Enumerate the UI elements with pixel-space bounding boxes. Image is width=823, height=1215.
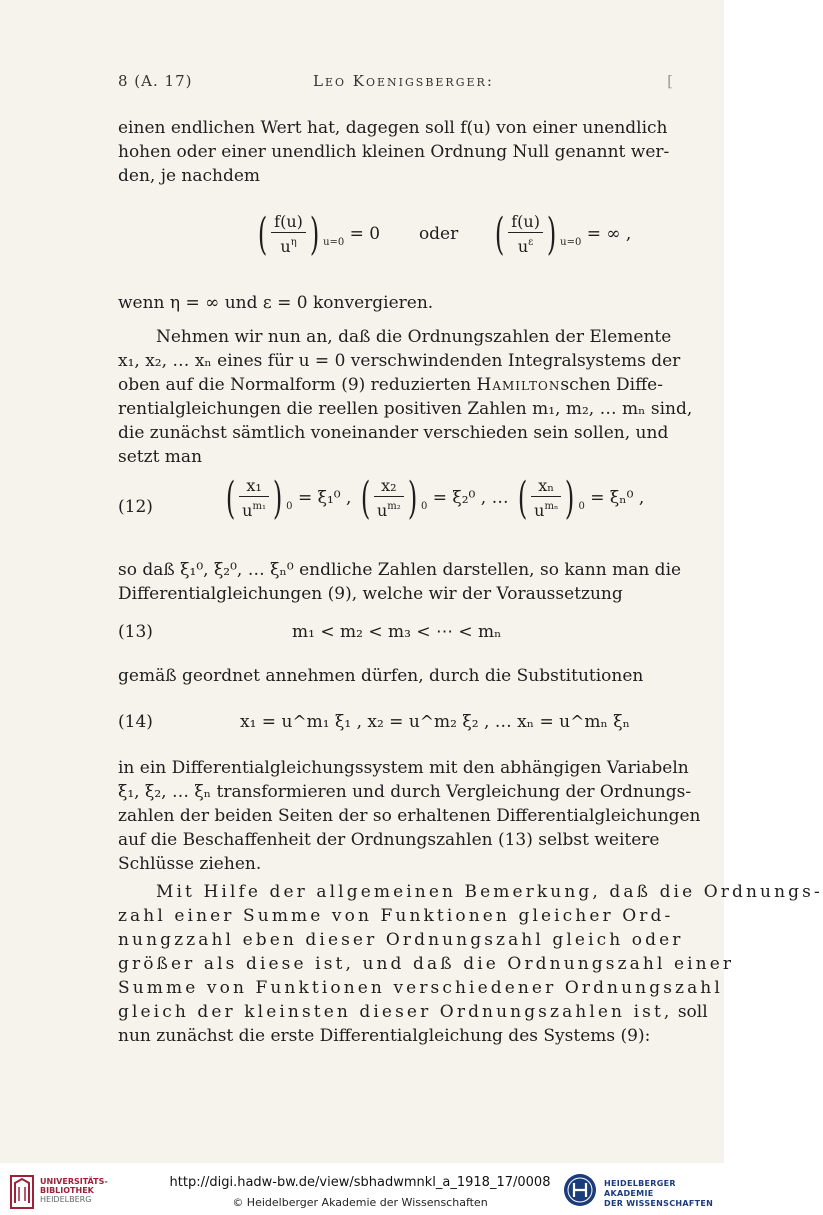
equation-number-12: (12) bbox=[118, 497, 153, 517]
text-line: wenn η = ∞ und ε = 0 konvergieren. bbox=[118, 293, 434, 313]
paragraph-2 bbox=[118, 291, 674, 315]
text-line: Nehmen wir nun an, daß die Ordnungszahlen der Elemente bbox=[156, 327, 672, 347]
running-head-author: Leo Koenigsberger: bbox=[313, 72, 494, 90]
paragraph-7 bbox=[118, 880, 823, 1048]
equation-order-definition: ( $\frac{f(u)}{u^\eta}$ ) $_{u=0}$ = 0 oder ( $\frac{f(u)}{u^\varepsilon}$ ) $_{u=0}$ = ∞ , bbox=[257, 208, 632, 260]
text-line: so daß ξ₁⁰, ξ₂⁰, … ξₙ⁰ endliche Zahlen darstellen, so kann man die bbox=[118, 560, 682, 580]
fraction: $\frac{f(u)}{u^\eta}$ bbox=[271, 212, 306, 257]
equation-13: m₁ < m₂ < m₃ < ⋯ < mₙ bbox=[292, 622, 502, 642]
text-line: gleich der kleinsten dieser Ordnungszahlen ist, soll bbox=[118, 1002, 708, 1022]
paragraph-5 bbox=[118, 664, 674, 688]
text-line: zahl einer Summe von Funktionen gleicher Ord- bbox=[118, 906, 674, 926]
academy-seal-icon bbox=[563, 1173, 597, 1207]
page-number: 8 (A. 17) bbox=[118, 72, 193, 90]
paragraph-4 bbox=[118, 558, 682, 606]
source-url-link[interactable]: http://digi.hadw-bw.de/view/sbhadwmnkl_a_1918_17/0008 bbox=[169, 1175, 551, 1190]
text-line: rentialgleichungen die reellen positiven Zahlen m₁, m₂, … mₙ sind, bbox=[118, 399, 693, 419]
text-line: Summe von Funktionen verschiedener Ordnungszahl bbox=[118, 978, 723, 998]
text-line: zahlen der beiden Seiten der so erhaltenen Differentialgleichungen bbox=[118, 806, 701, 826]
text-line: nungzzahl eben dieser Ordnungszahl gleich oder bbox=[118, 930, 684, 950]
text-line: x₁, x₂, … xₙ eines für u = 0 verschwindenden Integralsystems der bbox=[118, 351, 681, 371]
name-hamilton: Hamilton bbox=[476, 375, 561, 395]
paragraph-1 bbox=[118, 116, 674, 188]
text-line: nun zunächst die erste Differentialgleichung des Systems (9): bbox=[118, 1026, 651, 1046]
text-line: auf die Beschaffenheit der Ordnungszahlen (13) selbst weitere bbox=[118, 830, 660, 850]
text-line: einen endlichen Wert hat, dagegen soll f(u) von einer unendlich bbox=[118, 118, 668, 138]
digitization-footer bbox=[0, 1163, 724, 1215]
text-line: ξ₁, ξ₂, … ξₙ transformieren und durch Vergleichung der Ordnungs- bbox=[118, 782, 692, 802]
paragraph-6 bbox=[118, 756, 701, 876]
text-line: Differentialgleichungen (9), welche wir der Voraussetzung bbox=[118, 584, 623, 604]
fraction: $\frac{f(u)}{u^\varepsilon}$ bbox=[508, 212, 543, 257]
equation-number-13: (13) bbox=[118, 622, 153, 642]
text-line: Schlüsse ziehen. bbox=[118, 854, 262, 874]
text-line: in ein Differentialgleichungssystem mit den abhängigen Variabeln bbox=[118, 758, 689, 778]
paragraph-3 bbox=[118, 325, 693, 469]
copyright-notice: © Heidelberger Akademie der Wissenschaften bbox=[232, 1196, 488, 1209]
text-line: oben auf die Normalform (9) reduzierten Hamiltonschen Diffe- bbox=[118, 375, 663, 395]
text-line: Mit Hilfe der allgemeinen Bemerkung, daß die Ordnungs- bbox=[156, 882, 823, 902]
running-header bbox=[118, 72, 674, 92]
academy-name: HEIDELBERGER AKADEMIE DER WISSENSCHAFTEN bbox=[604, 1179, 714, 1208]
equation-number-14: (14) bbox=[118, 712, 153, 732]
margin-mark: [ bbox=[667, 72, 674, 90]
text-line: setzt man bbox=[118, 447, 203, 467]
text-line: die zunächst sämtlich voneinander verschieden sein sollen, und bbox=[118, 423, 669, 443]
text-line: größer als diese ist, und daß die Ordnungszahl einer bbox=[118, 954, 735, 974]
text-line: hohen oder einer unendlich kleinen Ordnung Null genannt wer- bbox=[118, 142, 670, 162]
university-library-name: UNIVERSITÄTS- BIBLIOTHEK HEIDELBERG bbox=[40, 1177, 108, 1204]
connective-oder: oder bbox=[418, 224, 459, 244]
text-line: gemäß geordnet annehmen dürfen, durch die Substitutionen bbox=[118, 666, 644, 686]
equation-14: x₁ = u^m₁ ξ₁ , x₂ = u^m₂ ξ₂ , … xₙ = u^mₙ ξₙ bbox=[240, 712, 630, 732]
equation-12: ( $\frac{\text{x₁}}{u^{m_1}}$ ) $_0$ = ξ₁⁰ , ( $\frac{\text{x₂}}{u^{m_2}}$ ) $_0$ = ξ₂⁰ , … ( $\frac{\text{xₙ}}{u^{m_n}}$ ) $_0$ = ξₙ⁰ , bbox=[225, 472, 645, 524]
text-line: den, je nachdem bbox=[118, 166, 261, 186]
university-library-logo-icon bbox=[10, 1175, 34, 1209]
